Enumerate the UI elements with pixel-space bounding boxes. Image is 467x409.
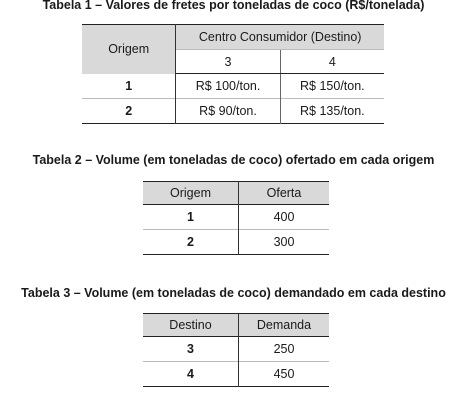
supply-cell: 300: [273, 235, 295, 249]
origin-header: Origem: [82, 25, 176, 74]
freight-cell: R$ 100/ton.: [176, 74, 280, 99]
table-row: [143, 362, 329, 387]
freight-cell: R$ 135/ton.: [300, 103, 365, 118]
supply-cell: 400: [273, 210, 295, 224]
table3-caption: Tabela 3 – Volume (em toneladas de coco) demandado em cada destino: [21, 286, 446, 300]
origin-cell: 2: [82, 98, 176, 123]
dest-header-3: 3: [176, 50, 280, 74]
demand-cell: 250: [273, 342, 295, 356]
destination-cell: 3: [143, 337, 239, 362]
dest-header-4: 4: [280, 50, 384, 74]
demand-header: Demanda: [256, 318, 312, 332]
destination-group-header: Centro Consumidor (Destino): [176, 25, 384, 50]
origin-header: Origem: [143, 182, 239, 205]
demand-table: [143, 313, 329, 387]
table-row: [143, 230, 329, 255]
table-row: [82, 74, 384, 99]
table2-caption: Tabela 2 – Volume (em toneladas de coco) ofertado em cada origem: [32, 153, 435, 167]
table1-caption: Tabela 1 – Valores de fretes por toneladas de coco (R$/tonelada): [42, 0, 425, 12]
supply-table: [143, 181, 329, 255]
demand-cell: 450: [273, 367, 295, 381]
destination-cell: 4: [143, 362, 239, 387]
freight-cell: R$ 90/ton.: [176, 98, 280, 123]
table-row: [143, 337, 329, 362]
freight-cell: R$ 150/ton.: [300, 78, 365, 93]
supply-header: Oferta: [266, 186, 302, 200]
origin-cell: 1: [143, 205, 239, 230]
table-row: [82, 98, 384, 123]
table-row: [143, 205, 329, 230]
origin-cell: 1: [82, 74, 176, 99]
freight-table: [82, 24, 384, 124]
destination-header: Destino: [143, 314, 239, 337]
origin-cell: 2: [143, 230, 239, 255]
